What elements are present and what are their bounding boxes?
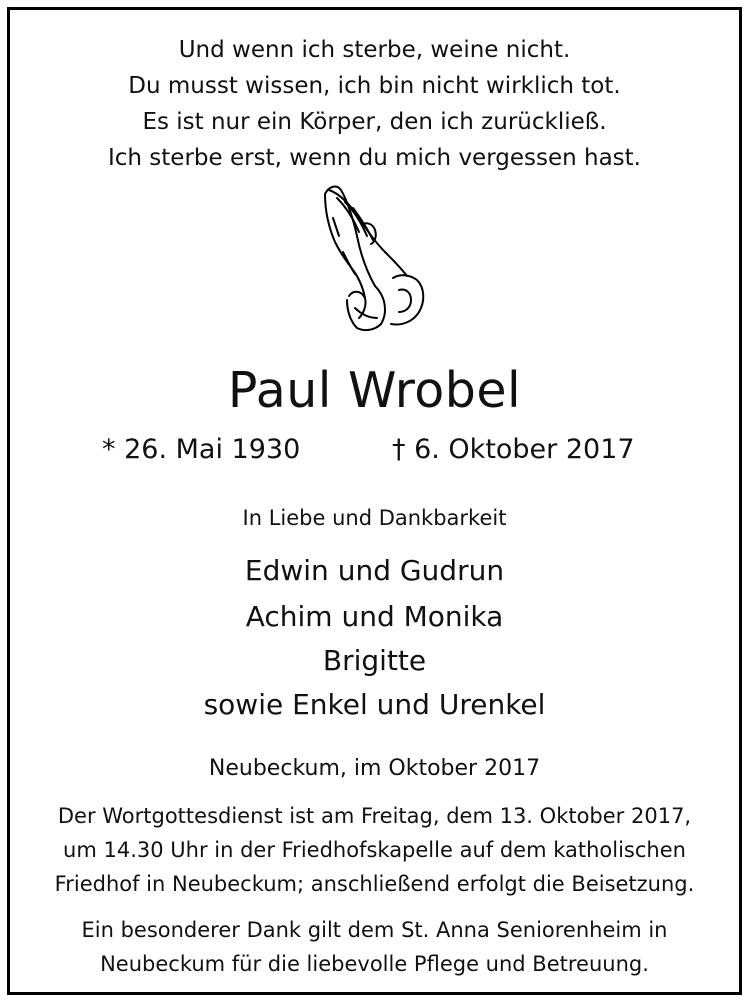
poem-line-3: Es ist nur ein Körper, den ich zurückließ. [142, 109, 607, 135]
intro-text: In Liebe und Dankbarkeit [242, 506, 507, 530]
death-date: † 6. Oktober 2017 [392, 434, 635, 465]
praying-hands-icon [319, 178, 429, 332]
poem-line-4: Ich sterbe erst, wenn du mich vergessen hast. [107, 145, 641, 171]
service-line-2: um 14.30 Uhr in der Friedhofskapelle auf dem katholischen [63, 838, 686, 862]
place-date: Neubeckum, im Oktober 2017 [208, 756, 541, 781]
life-dates [10, 434, 739, 468]
service-line-3: Friedhof in Neubeckum; anschließend erfolgt die Beisetzung. [54, 872, 695, 896]
poem-line-2: Du musst wissen, ich bin nicht wirklich tot. [128, 73, 621, 99]
thanks-line-1: Ein besonderer Dank gilt dem St. Anna Seniorenheim in [81, 918, 668, 942]
family-line-3: Brigitte [322, 644, 427, 677]
service-line-1: Der Wortgottesdienst ist am Freitag, dem 13. Oktober 2017, [57, 804, 692, 828]
birth-date: * 26. Mai 1930 [102, 434, 301, 465]
obituary-notice [7, 7, 742, 995]
family-line-4: sowie Enkel und Urenkel [203, 688, 546, 721]
poem-line-1: Und wenn ich sterbe, weine nicht. [178, 37, 571, 63]
deceased-name: Paul Wrobel [227, 362, 522, 419]
thanks-line-2: Neubeckum für die liebevolle Pflege und Betreuung. [100, 952, 649, 976]
family-line-1: Edwin und Gudrun [244, 554, 505, 587]
family-line-2: Achim und Monika [245, 600, 504, 633]
